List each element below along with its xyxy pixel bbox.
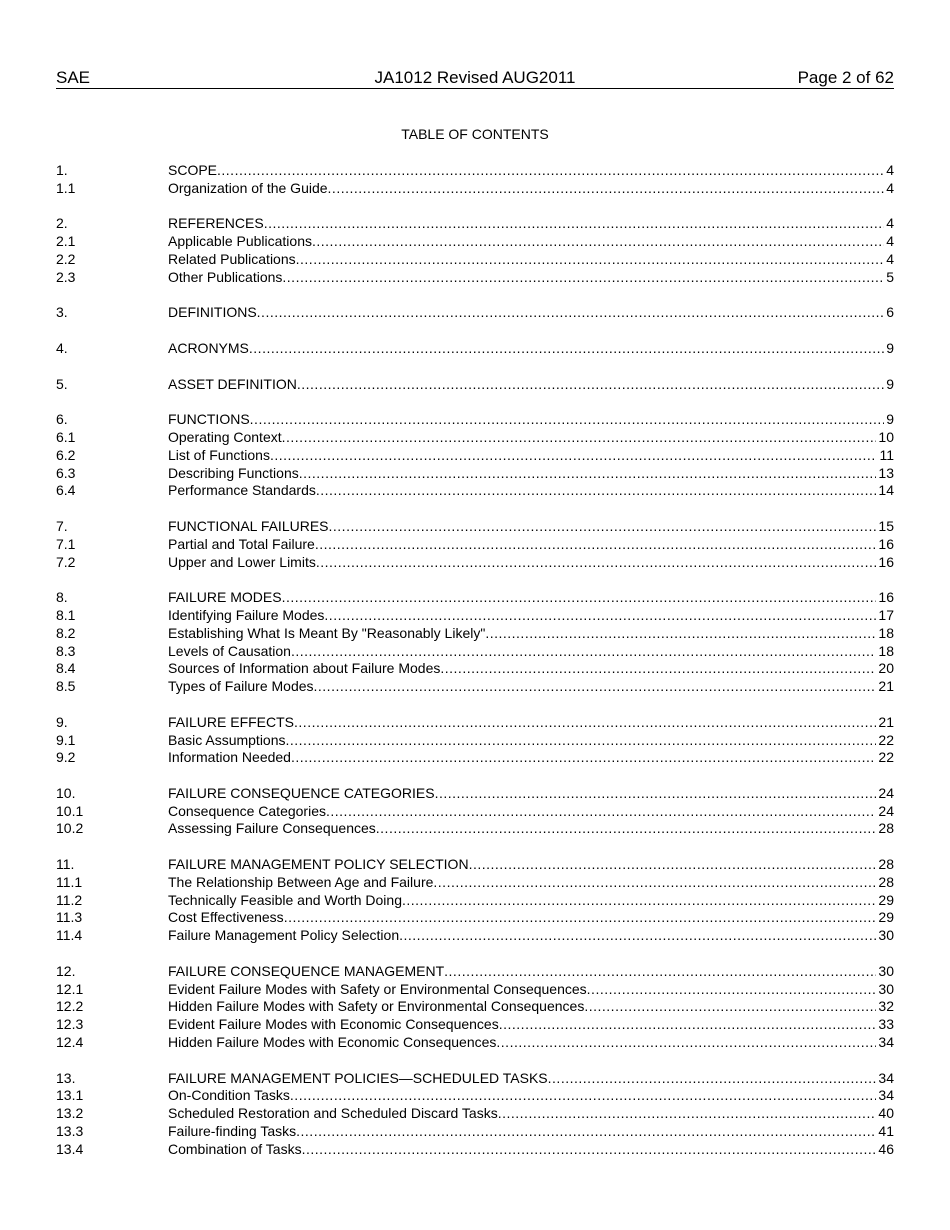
- toc-entry-number: 2.2: [56, 250, 76, 267]
- toc-entry-number: 2.1: [56, 233, 76, 250]
- toc-entry-title: Evident Failure Modes with Economic Consequences: [168, 1016, 499, 1033]
- dot-leader: [299, 465, 877, 483]
- toc-entry-title: Upper and Lower Limits: [168, 553, 316, 570]
- toc-entry-number: 11.2: [56, 891, 83, 908]
- toc-entry-number: 4.: [56, 339, 68, 356]
- toc-entry-title: Cost Effectiveness: [168, 909, 284, 926]
- dot-leader: [284, 909, 877, 927]
- toc-entry-number: 8.5: [56, 678, 76, 695]
- toc-entry-title: Performance Standards: [168, 482, 316, 499]
- toc-entry-number: 2.3: [56, 268, 76, 285]
- toc-entry-number: 8.3: [56, 642, 76, 659]
- toc-entry-line: [168, 820, 894, 838]
- toc-entry-title: Organization of the Guide: [168, 179, 328, 196]
- toc-entry-title: Information Needed: [168, 749, 291, 766]
- toc-entry: [56, 1105, 894, 1123]
- toc-entry-page: 28: [878, 856, 894, 873]
- toc-entry-title: Identifying Failure Modes: [168, 606, 325, 623]
- toc-entry-page: 18: [878, 624, 894, 641]
- toc-entry-page: 4: [886, 162, 894, 178]
- toc-entry-title: Technically Feasible and Worth Doing: [168, 891, 402, 908]
- toc-entry-number: 9.: [56, 713, 68, 730]
- toc-entry: [56, 714, 894, 732]
- toc-entry-line: [168, 554, 894, 572]
- toc-entry-title: Operating Context: [168, 428, 282, 445]
- toc-entry-number: 10.1: [56, 802, 84, 819]
- toc-entry-line: [168, 589, 894, 607]
- toc-entry-page: 4: [886, 250, 894, 267]
- toc-entry-title: FAILURE EFFECTS: [168, 713, 295, 730]
- toc-entry-line: [168, 856, 894, 874]
- toc-entry-number: 13.: [56, 1069, 76, 1086]
- toc-entry: [56, 856, 894, 874]
- toc-entry: [56, 1070, 894, 1088]
- toc-entry-title: FAILURE MANAGEMENT POLICY SELECTION: [168, 856, 469, 873]
- toc-entry-line: [168, 963, 894, 981]
- toc-entry: [56, 660, 894, 678]
- toc-entry-number: 7.2: [56, 553, 76, 570]
- toc-entry-line: [168, 643, 894, 661]
- toc-entry-page: 17: [878, 606, 894, 623]
- toc-entry-page: 22: [878, 731, 894, 748]
- toc-entry-number: 11.: [56, 856, 75, 873]
- dot-leader: [376, 820, 877, 838]
- toc-entry-title: The Relationship Between Age and Failure: [168, 873, 434, 890]
- dot-leader: [250, 411, 885, 429]
- toc-entry-page: 24: [878, 784, 894, 801]
- toc-entry-number: 1.: [56, 162, 68, 178]
- dot-leader: [328, 180, 885, 198]
- toc-entry-title: Scheduled Restoration and Scheduled Discard Tasks: [168, 1105, 498, 1122]
- toc-entry-number: 12.3: [56, 1016, 84, 1033]
- dot-leader: [444, 963, 876, 981]
- toc-entry-line: [168, 1123, 894, 1141]
- toc-entry: [56, 518, 894, 536]
- toc-entry-number: 7.: [56, 517, 68, 534]
- toc-entry-number: 8.: [56, 589, 68, 606]
- toc-entry-number: 6.2: [56, 446, 76, 463]
- toc-entry-page: 9: [886, 375, 894, 392]
- toc-title: TABLE OF CONTENTS: [401, 126, 549, 142]
- toc-entry-page: 34: [878, 1069, 894, 1086]
- toc-entry-number: 10.: [56, 784, 76, 801]
- toc-entry-number: 9.1: [56, 731, 76, 748]
- toc-entry-page: 5: [886, 268, 894, 285]
- toc-entry: [56, 820, 894, 838]
- toc-entry-line: [168, 465, 894, 483]
- toc-entry-line: [168, 180, 894, 198]
- toc-entry-page: 29: [878, 891, 894, 908]
- dot-leader: [329, 518, 877, 536]
- dot-leader: [264, 215, 885, 233]
- toc-entry-page: 6: [886, 304, 894, 321]
- toc-entry: [56, 678, 894, 696]
- toc-entry-title: Types of Failure Modes: [168, 678, 314, 695]
- toc-entry: [56, 1016, 894, 1034]
- toc-entry-number: 6.3: [56, 464, 76, 481]
- toc-entry-line: [168, 411, 894, 429]
- toc-entry-page: 28: [878, 873, 894, 890]
- toc-entry-line: [168, 447, 894, 465]
- toc-entry-number: 3.: [56, 304, 68, 321]
- toc-entry-line: [168, 518, 894, 536]
- header-document-id: JA1012 Revised AUG2011: [374, 68, 576, 87]
- toc-entry-line: [168, 803, 894, 821]
- table-of-contents: [56, 162, 894, 1159]
- dot-leader: [326, 803, 876, 821]
- toc-entry-page: 21: [878, 713, 894, 730]
- toc-entry: [56, 625, 894, 643]
- toc-entry: [56, 998, 894, 1016]
- dot-leader: [435, 785, 877, 803]
- toc-entry-title: Hidden Failure Modes with Economic Consequences: [168, 1034, 497, 1051]
- toc-entry-page: 30: [878, 962, 894, 979]
- toc-entry-line: [168, 732, 894, 750]
- dot-leader: [302, 1141, 877, 1159]
- dot-leader: [270, 447, 878, 465]
- dot-leader: [282, 429, 877, 447]
- toc-entry: [56, 1034, 894, 1052]
- toc-entry: [56, 251, 894, 269]
- toc-entry-title: Combination of Tasks: [168, 1140, 302, 1157]
- toc-entry-line: [168, 233, 894, 251]
- dot-leader: [399, 927, 876, 945]
- toc-entry-line: [168, 1016, 894, 1034]
- toc-entry: [56, 482, 894, 500]
- toc-entry-line: [168, 376, 894, 394]
- toc-entry: [56, 892, 894, 910]
- toc-entry-line: [168, 1087, 894, 1105]
- toc-entry-number: 13.3: [56, 1123, 84, 1140]
- toc-entry-title: DEFINITIONS: [168, 304, 257, 321]
- toc-entry-page: 14: [878, 482, 894, 499]
- dot-leader: [282, 589, 877, 607]
- toc-entry-page: 34: [878, 1034, 894, 1051]
- toc-entry-line: [168, 927, 894, 945]
- toc-entry-line: [168, 909, 894, 927]
- toc-entry: [56, 607, 894, 625]
- toc-entry-line: [168, 874, 894, 892]
- toc-entry-title: FUNCTIONAL FAILURES: [168, 517, 329, 534]
- toc-entry-number: 12.4: [56, 1034, 84, 1051]
- toc-entry: [56, 732, 894, 750]
- toc-entry-page: 32: [878, 998, 894, 1015]
- dot-leader: [498, 1105, 877, 1123]
- toc-entry-number: 6.: [56, 411, 68, 428]
- toc-entry: [56, 340, 894, 358]
- toc-entry: [56, 749, 894, 767]
- toc-entry-line: [168, 714, 894, 732]
- toc-entry-title: Hidden Failure Modes with Safety or Environmental Consequences: [168, 998, 585, 1015]
- toc-entry-line: [168, 981, 894, 999]
- dot-leader: [440, 660, 876, 678]
- toc-entry-page: 9: [886, 411, 894, 428]
- toc-entry-line: [168, 625, 894, 643]
- toc-entry-page: 40: [878, 1105, 894, 1122]
- toc-entry-number: 11.1: [56, 873, 83, 890]
- toc-entry-title: Describing Functions: [168, 464, 299, 481]
- dot-leader: [314, 678, 877, 696]
- toc-entry-number: 5.: [56, 375, 68, 392]
- toc-entry-number: 11.4: [56, 927, 83, 944]
- dot-leader: [315, 536, 877, 554]
- dot-leader: [249, 340, 884, 358]
- toc-entry-number: 12.1: [56, 980, 84, 997]
- dot-leader: [324, 607, 876, 625]
- dot-leader: [282, 269, 884, 287]
- toc-entry-line: [168, 660, 894, 678]
- toc-entry: [56, 429, 894, 447]
- toc-entry-number: 6.4: [56, 482, 76, 499]
- toc-entry-line: [168, 536, 894, 554]
- dot-leader: [433, 874, 876, 892]
- toc-entry-number: 12.2: [56, 998, 84, 1015]
- toc-entry-page: 24: [878, 802, 894, 819]
- toc-entry-title: ASSET DEFINITION: [168, 375, 297, 392]
- dot-leader: [316, 482, 877, 500]
- header-left: SAE: [56, 68, 91, 87]
- dot-leader: [291, 749, 876, 767]
- toc-entry: [56, 304, 894, 322]
- dot-leader: [257, 304, 885, 322]
- toc-entry: [56, 803, 894, 821]
- toc-entry-page: 30: [878, 927, 894, 944]
- toc-entry: [56, 874, 894, 892]
- toc-entry-number: 2.: [56, 215, 68, 232]
- toc-entry: [56, 785, 894, 803]
- dot-leader: [548, 1070, 877, 1088]
- toc-entry-line: [168, 892, 894, 910]
- toc-entry: [56, 180, 894, 198]
- toc-entry: [56, 1123, 894, 1141]
- toc-entry-line: [168, 251, 894, 269]
- dot-leader: [286, 732, 877, 750]
- toc-entry-line: [168, 1141, 894, 1159]
- toc-entry-number: 9.2: [56, 749, 76, 766]
- toc-entry-page: 28: [878, 820, 894, 837]
- toc-entry-title: FAILURE CONSEQUENCE CATEGORIES: [168, 784, 435, 801]
- dot-leader: [296, 251, 885, 269]
- toc-entry-number: 13.1: [56, 1087, 84, 1104]
- toc-entry-title: Failure Management Policy Selection: [168, 927, 400, 944]
- toc-entry-title: Partial and Total Failure: [168, 535, 315, 552]
- toc-entry-page: 13: [878, 464, 894, 481]
- toc-entry-page: 20: [878, 660, 894, 677]
- toc-entry-number: 1.1: [56, 179, 76, 196]
- toc-entry-title: Related Publications: [168, 250, 296, 267]
- toc-entry-line: [168, 1105, 894, 1123]
- toc-entry-line: [168, 482, 894, 500]
- toc-entry-number: 12.: [56, 962, 76, 979]
- toc-entry: [56, 963, 894, 981]
- toc-entry-page: 16: [878, 553, 894, 570]
- dot-leader: [312, 233, 884, 251]
- toc-entry: [56, 465, 894, 483]
- toc-entry: [56, 1141, 894, 1159]
- toc-entry-line: [168, 304, 894, 322]
- toc-entry-line: [168, 269, 894, 287]
- toc-entry-line: [168, 429, 894, 447]
- header-page-number: Page 2 of 62: [797, 68, 894, 87]
- toc-entry-page: 41: [878, 1123, 894, 1140]
- toc-entry: [56, 411, 894, 429]
- toc-entry-page: 16: [878, 589, 894, 606]
- toc-entry-page: 30: [878, 980, 894, 997]
- toc-entry-page: 18: [878, 642, 894, 659]
- toc-entry-page: 22: [878, 749, 894, 766]
- toc-entry: [56, 269, 894, 287]
- toc-entry-line: [168, 678, 894, 696]
- dot-leader: [496, 1034, 876, 1052]
- toc-entry: [56, 376, 894, 394]
- toc-entry-page: 46: [878, 1140, 894, 1157]
- toc-entry-page: 16: [878, 535, 894, 552]
- toc-entry-line: [168, 215, 894, 233]
- dot-leader: [290, 1087, 877, 1105]
- toc-entry-title: FAILURE CONSEQUENCE MANAGEMENT: [168, 962, 445, 979]
- toc-entry-line: [168, 749, 894, 767]
- toc-entry: [56, 233, 894, 251]
- dot-leader: [469, 856, 877, 874]
- toc-entry-title: Basic Assumptions: [168, 731, 286, 748]
- toc-entry-title: Applicable Publications: [168, 233, 312, 250]
- toc-entry-page: 11: [879, 446, 894, 463]
- toc-entry-number: 8.1: [56, 606, 76, 623]
- dot-leader: [485, 625, 876, 643]
- toc-entry-number: 13.4: [56, 1140, 84, 1157]
- dot-leader: [294, 714, 876, 732]
- toc-entry: [56, 215, 894, 233]
- toc-entry-page: 15: [878, 517, 894, 534]
- toc-entry-page: 29: [878, 909, 894, 926]
- toc-entry-title: Levels of Causation: [168, 642, 291, 659]
- toc-entry-line: [168, 607, 894, 625]
- toc-entry-number: 11.3: [56, 909, 83, 926]
- toc-entry-page: 10: [878, 428, 894, 445]
- dot-leader: [217, 162, 884, 180]
- toc-entry: [56, 909, 894, 927]
- dot-leader: [499, 1016, 877, 1034]
- toc-entry: [56, 589, 894, 607]
- toc-entry: [56, 536, 894, 554]
- toc-entry-title: Evident Failure Modes with Safety or Environmental Consequences: [168, 980, 587, 997]
- dot-leader: [291, 643, 876, 661]
- toc-entry-page: 4: [886, 215, 894, 232]
- toc-entry-line: [168, 1070, 894, 1088]
- toc-entry-title: SCOPE: [168, 162, 218, 178]
- toc-entry-title: FUNCTIONS: [168, 411, 250, 428]
- toc-entry-line: [168, 340, 894, 358]
- dot-leader: [402, 892, 876, 910]
- toc-entry-number: 10.2: [56, 820, 84, 837]
- toc-entry-title: List of Functions: [168, 446, 270, 463]
- toc-entry-page: 21: [878, 678, 894, 695]
- toc-entry-page: 9: [886, 339, 894, 356]
- toc-entry-line: [168, 162, 894, 180]
- toc-entry-page: 33: [878, 1016, 894, 1033]
- toc-entry-page: 34: [878, 1087, 894, 1104]
- toc-entry-title: On-Condition Tasks: [168, 1087, 290, 1104]
- dot-leader: [316, 554, 877, 572]
- toc-entry-title: Consequence Categories: [168, 802, 326, 819]
- dot-leader: [297, 376, 884, 394]
- toc-entry-title: Sources of Information about Failure Modes: [168, 660, 441, 677]
- toc-entry-title: Establishing What Is Meant By "Reasonably Likely": [168, 624, 486, 641]
- toc-entry-title: Failure-finding Tasks: [168, 1123, 297, 1140]
- toc-entry-title: Other Publications: [168, 268, 283, 285]
- toc-entry: [56, 554, 894, 572]
- toc-entry-line: [168, 1034, 894, 1052]
- toc-entry-line: [168, 785, 894, 803]
- toc-entry-number: 7.1: [56, 535, 76, 552]
- toc-entry-title: REFERENCES: [168, 215, 264, 232]
- toc-entry-number: 8.2: [56, 624, 76, 641]
- toc-entry-number: 8.4: [56, 660, 76, 677]
- toc-entry-title: FAILURE MODES: [168, 589, 282, 606]
- toc-entry-title: FAILURE MANAGEMENT POLICIES—SCHEDULED TASKS: [168, 1069, 548, 1086]
- toc-entry-number: 6.1: [56, 428, 76, 445]
- toc-entry: [56, 927, 894, 945]
- toc-entry-title: Assessing Failure Consequences: [168, 820, 376, 837]
- toc-entry: [56, 447, 894, 465]
- toc-entry: [56, 981, 894, 999]
- toc-entry: [56, 1087, 894, 1105]
- dot-leader: [587, 981, 877, 999]
- toc-entry-line: [168, 998, 894, 1016]
- dot-leader: [584, 998, 876, 1016]
- toc-entry: [56, 643, 894, 661]
- toc-entry-page: 4: [886, 179, 894, 196]
- toc-entry: [56, 162, 894, 180]
- dot-leader: [296, 1123, 876, 1141]
- toc-entry-title: ACRONYMS: [168, 339, 249, 356]
- toc-entry-number: 13.2: [56, 1105, 84, 1122]
- page-header: [56, 68, 894, 89]
- toc-entry-page: 4: [886, 233, 894, 250]
